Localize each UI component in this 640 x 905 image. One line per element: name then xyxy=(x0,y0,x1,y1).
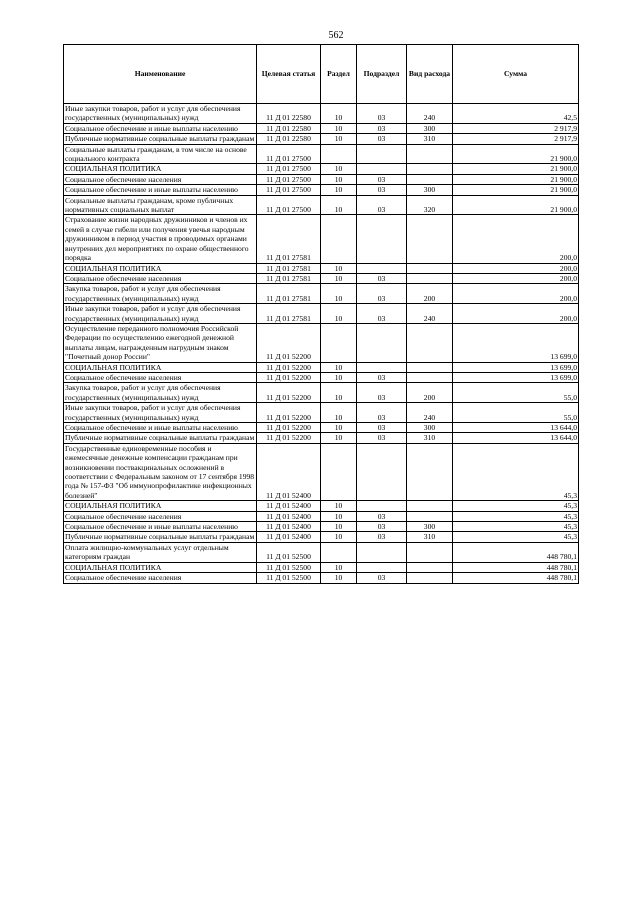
row-name: СОЦИАЛЬНАЯ ПОЛИТИКА xyxy=(64,362,257,372)
row-name: Закупка товаров, работ и услуг для обеспечения государственных (муниципальных) нужд xyxy=(64,383,257,403)
row-subsection: 03 xyxy=(357,104,407,124)
table-row xyxy=(64,562,579,572)
row-sum: 45,3 xyxy=(453,501,579,511)
row-subsection: 03 xyxy=(357,195,407,215)
row-expense-type xyxy=(407,362,453,372)
row-expense-type xyxy=(407,174,453,184)
row-name: Социальное обеспечение населения xyxy=(64,372,257,382)
row-expense-type xyxy=(407,323,453,362)
row-section: 10 xyxy=(321,195,357,215)
row-subsection xyxy=(357,263,407,273)
row-expense-type xyxy=(407,273,453,283)
row-expense-type: 240 xyxy=(407,104,453,124)
row-name: Социальное обеспечение и иные выплаты населению xyxy=(64,123,257,133)
row-sum: 13 699,0 xyxy=(453,372,579,382)
row-subsection xyxy=(357,501,407,511)
row-section xyxy=(321,144,357,164)
header-target: Целевая статья xyxy=(257,45,321,104)
table-row xyxy=(64,532,579,542)
row-expense-type xyxy=(407,562,453,572)
row-sum: 200,0 xyxy=(453,215,579,263)
row-name: Оплата жилищно-коммунальных услуг отдельным категориям граждан xyxy=(64,542,257,562)
row-subsection: 03 xyxy=(357,174,407,184)
row-subsection: 03 xyxy=(357,532,407,542)
row-name: Осуществление переданного полномочия Российской Федерации по осуществлению ежегодной денежной выплаты лицам, награжденным нагрудным знаком "Почетный донор России" xyxy=(64,323,257,362)
row-name: СОЦИАЛЬНАЯ ПОЛИТИКА xyxy=(64,263,257,273)
table-row xyxy=(64,215,579,263)
row-target-code: 11 Д 01 22580 xyxy=(257,104,321,124)
row-target-code: 11 Д 01 52400 xyxy=(257,522,321,532)
row-target-code: 11 Д 01 22580 xyxy=(257,123,321,133)
row-sum: 21 900,0 xyxy=(453,185,579,195)
row-name: Социальное обеспечение и иные выплаты населению xyxy=(64,185,257,195)
table-row xyxy=(64,304,579,324)
table-row xyxy=(64,372,579,382)
row-sum: 45,3 xyxy=(453,443,579,500)
row-name: СОЦИАЛЬНАЯ ПОЛИТИКА xyxy=(64,164,257,174)
row-sum: 448 780,1 xyxy=(453,542,579,562)
row-expense-type xyxy=(407,215,453,263)
row-section: 10 xyxy=(321,372,357,382)
table-row xyxy=(64,174,579,184)
row-sum: 21 900,0 xyxy=(453,195,579,215)
row-target-code: 11 Д 01 52200 xyxy=(257,372,321,382)
row-target-code: 11 Д 01 27581 xyxy=(257,273,321,283)
row-subsection xyxy=(357,542,407,562)
row-sum: 13 644,0 xyxy=(453,433,579,443)
row-expense-type xyxy=(407,501,453,511)
row-sum: 55,0 xyxy=(453,403,579,423)
row-subsection xyxy=(357,562,407,572)
table-row xyxy=(64,273,579,283)
row-target-code: 11 Д 01 27581 xyxy=(257,304,321,324)
row-subsection: 03 xyxy=(357,433,407,443)
row-target-code: 11 Д 01 27500 xyxy=(257,144,321,164)
table-header-row xyxy=(64,45,579,104)
row-sum: 21 900,0 xyxy=(453,174,579,184)
row-sum: 55,0 xyxy=(453,383,579,403)
table-row xyxy=(64,542,579,562)
row-sum: 448 780,1 xyxy=(453,562,579,572)
table-row xyxy=(64,323,579,362)
row-name: СОЦИАЛЬНАЯ ПОЛИТИКА xyxy=(64,562,257,572)
row-expense-type: 240 xyxy=(407,304,453,324)
row-sum: 200,0 xyxy=(453,263,579,273)
row-name: Иные закупки товаров, работ и услуг для обеспечения государственных (муниципальных) нужд xyxy=(64,403,257,423)
row-target-code: 11 Д 01 52400 xyxy=(257,501,321,511)
row-target-code: 11 Д 01 52200 xyxy=(257,423,321,433)
row-subsection xyxy=(357,164,407,174)
table-row xyxy=(64,123,579,133)
row-section xyxy=(321,215,357,263)
row-expense-type: 200 xyxy=(407,383,453,403)
row-expense-type: 320 xyxy=(407,195,453,215)
row-section: 10 xyxy=(321,164,357,174)
table-row xyxy=(64,511,579,521)
budget-table xyxy=(63,44,579,584)
row-section: 10 xyxy=(321,562,357,572)
header-name: Наименование xyxy=(64,45,257,104)
row-section: 10 xyxy=(321,383,357,403)
row-target-code: 11 Д 01 22580 xyxy=(257,134,321,144)
table-row xyxy=(64,443,579,500)
row-section: 10 xyxy=(321,123,357,133)
header-section: Раздел xyxy=(321,45,357,104)
row-name: Социальное обеспечение и иные выплаты населению xyxy=(64,522,257,532)
row-target-code: 11 Д 01 52200 xyxy=(257,403,321,423)
row-subsection xyxy=(357,144,407,164)
row-target-code: 11 Д 01 52500 xyxy=(257,573,321,583)
row-section: 10 xyxy=(321,104,357,124)
row-expense-type: 300 xyxy=(407,123,453,133)
row-expense-type xyxy=(407,443,453,500)
row-subsection: 03 xyxy=(357,403,407,423)
row-target-code: 11 Д 01 52200 xyxy=(257,383,321,403)
row-section: 10 xyxy=(321,273,357,283)
row-section: 10 xyxy=(321,511,357,521)
row-target-code: 11 Д 01 27581 xyxy=(257,284,321,304)
row-name: Социальное обеспечение населения xyxy=(64,174,257,184)
row-subsection: 03 xyxy=(357,573,407,583)
row-expense-type: 300 xyxy=(407,522,453,532)
row-target-code: 11 Д 01 27500 xyxy=(257,174,321,184)
row-target-code: 11 Д 01 27500 xyxy=(257,164,321,174)
row-name: Социальные выплаты гражданам, кроме публичных нормативных социальных выплат xyxy=(64,195,257,215)
row-target-code: 11 Д 01 52200 xyxy=(257,433,321,443)
row-name: Иные закупки товаров, работ и услуг для обеспечения государственных (муниципальных) нужд xyxy=(64,104,257,124)
row-expense-type xyxy=(407,511,453,521)
row-section: 10 xyxy=(321,284,357,304)
row-subsection: 03 xyxy=(357,383,407,403)
row-target-code: 11 Д 01 52400 xyxy=(257,443,321,500)
row-sum: 45,3 xyxy=(453,522,579,532)
row-sum: 21 900,0 xyxy=(453,144,579,164)
row-subsection xyxy=(357,443,407,500)
table-row xyxy=(64,134,579,144)
row-target-code: 11 Д 01 27581 xyxy=(257,215,321,263)
row-name: Социальные выплаты гражданам, в том числе на основе социального контракта xyxy=(64,144,257,164)
row-target-code: 11 Д 01 52400 xyxy=(257,532,321,542)
row-subsection: 03 xyxy=(357,423,407,433)
row-section: 10 xyxy=(321,185,357,195)
row-name: Иные закупки товаров, работ и услуг для обеспечения государственных (муниципальных) нужд xyxy=(64,304,257,324)
table-row xyxy=(64,383,579,403)
row-expense-type: 240 xyxy=(407,403,453,423)
table-row xyxy=(64,362,579,372)
row-expense-type: 310 xyxy=(407,532,453,542)
table-row xyxy=(64,185,579,195)
table-row xyxy=(64,144,579,164)
row-target-code: 11 Д 01 52200 xyxy=(257,362,321,372)
row-sum: 448 780,1 xyxy=(453,573,579,583)
row-sum: 2 917,9 xyxy=(453,134,579,144)
row-subsection: 03 xyxy=(357,372,407,382)
row-sum: 200,0 xyxy=(453,304,579,324)
row-section: 10 xyxy=(321,403,357,423)
row-subsection: 03 xyxy=(357,522,407,532)
row-name: Социальное обеспечение населения xyxy=(64,511,257,521)
row-subsection: 03 xyxy=(357,284,407,304)
row-sum: 42,5 xyxy=(453,104,579,124)
row-expense-type xyxy=(407,164,453,174)
table-row xyxy=(64,195,579,215)
row-section xyxy=(321,323,357,362)
row-sum: 13 699,0 xyxy=(453,362,579,372)
row-target-code: 11 Д 01 52500 xyxy=(257,562,321,572)
row-subsection: 03 xyxy=(357,273,407,283)
row-sum: 45,3 xyxy=(453,511,579,521)
row-subsection: 03 xyxy=(357,185,407,195)
row-expense-type xyxy=(407,263,453,273)
row-name: Публичные нормативные социальные выплаты гражданам xyxy=(64,134,257,144)
row-section: 10 xyxy=(321,522,357,532)
row-subsection: 03 xyxy=(357,134,407,144)
row-name: Публичные нормативные социальные выплаты гражданам xyxy=(64,433,257,443)
table-row xyxy=(64,433,579,443)
page-number: 562 xyxy=(328,30,344,41)
row-name: Закупка товаров, работ и услуг для обеспечения государственных (муниципальных) нужд xyxy=(64,284,257,304)
row-target-code: 11 Д 01 52400 xyxy=(257,511,321,521)
row-expense-type: 310 xyxy=(407,433,453,443)
row-expense-type xyxy=(407,144,453,164)
row-sum: 13 644,0 xyxy=(453,423,579,433)
header-subsection: Подраздел xyxy=(357,45,407,104)
row-expense-type: 200 xyxy=(407,284,453,304)
row-expense-type: 300 xyxy=(407,423,453,433)
row-section: 10 xyxy=(321,532,357,542)
row-subsection: 03 xyxy=(357,304,407,324)
table-row xyxy=(64,164,579,174)
row-section: 10 xyxy=(321,134,357,144)
table-row xyxy=(64,501,579,511)
row-target-code: 11 Д 01 52500 xyxy=(257,542,321,562)
table-row xyxy=(64,263,579,273)
row-sum: 2 917,9 xyxy=(453,123,579,133)
row-name: Социальное обеспечение населения xyxy=(64,573,257,583)
row-target-code: 11 Д 01 27581 xyxy=(257,263,321,273)
row-name: СОЦИАЛЬНАЯ ПОЛИТИКА xyxy=(64,501,257,511)
row-expense-type xyxy=(407,573,453,583)
row-sum: 21 900,0 xyxy=(453,164,579,174)
row-expense-type: 300 xyxy=(407,185,453,195)
row-subsection xyxy=(357,323,407,362)
row-expense-type: 310 xyxy=(407,134,453,144)
table-row xyxy=(64,284,579,304)
row-subsection xyxy=(357,215,407,263)
row-section: 10 xyxy=(321,174,357,184)
row-section: 10 xyxy=(321,501,357,511)
row-sum: 200,0 xyxy=(453,273,579,283)
table-row xyxy=(64,423,579,433)
row-expense-type xyxy=(407,372,453,382)
row-expense-type xyxy=(407,542,453,562)
row-section xyxy=(321,443,357,500)
row-name: Социальное обеспечение населения xyxy=(64,273,257,283)
table-row xyxy=(64,522,579,532)
row-section: 10 xyxy=(321,423,357,433)
row-name: Социальное обеспечение и иные выплаты населению xyxy=(64,423,257,433)
row-sum: 13 699,0 xyxy=(453,323,579,362)
row-target-code: 11 Д 01 52200 xyxy=(257,323,321,362)
header-type: Вид расхода xyxy=(407,45,453,104)
row-sum: 200,0 xyxy=(453,284,579,304)
row-name: Публичные нормативные социальные выплаты гражданам xyxy=(64,532,257,542)
row-name: Государственные единовременные пособия и ежемесячные денежные компенсации гражданам при возникновении поствакцинальных осложнений в соответствии с Федеральным законом от 17 сентября 1998 года № 157-ФЗ "Об иммунопрофилактике инфекционных болезней" xyxy=(64,443,257,500)
row-section: 10 xyxy=(321,263,357,273)
row-subsection: 03 xyxy=(357,511,407,521)
header-sum: Сумма xyxy=(453,45,579,104)
row-target-code: 11 Д 01 27500 xyxy=(257,185,321,195)
row-subsection xyxy=(357,362,407,372)
row-section xyxy=(321,542,357,562)
row-sum: 45,3 xyxy=(453,532,579,542)
row-target-code: 11 Д 01 27500 xyxy=(257,195,321,215)
table-row xyxy=(64,573,579,583)
row-section: 10 xyxy=(321,304,357,324)
row-name: Страхование жизни народных дружинников и членов их семей в случае гибели или получения увечья народным дружинником в период участия в проводимых органами внутренних дел мероприятиях по охране общественного порядка xyxy=(64,215,257,263)
table-row xyxy=(64,403,579,423)
row-section: 10 xyxy=(321,362,357,372)
row-section: 10 xyxy=(321,573,357,583)
row-section: 10 xyxy=(321,433,357,443)
row-subsection: 03 xyxy=(357,123,407,133)
table-row xyxy=(64,104,579,124)
